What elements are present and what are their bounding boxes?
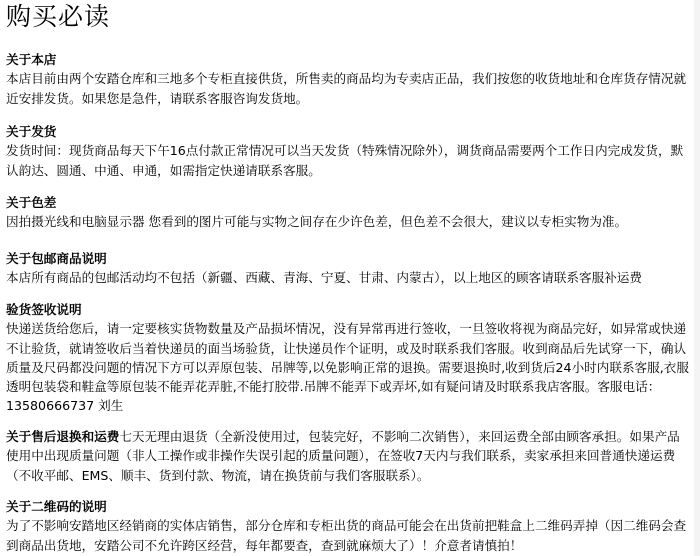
section-shipping	[6, 122, 692, 180]
section-heading: 关于售后退换和运费	[6, 429, 120, 444]
section-text: 发货时间：现货商品每天下午16点付款正常情况可以当天发货（特殊情况除外），调货商品需要两个工作日内完成发货，默认韵达、圆通、中通、申通，如需指定快递请联系客服。	[6, 143, 684, 178]
section-text: 因拍摄光线和电脑显示器 您看到的图片可能与实物之间存在少许色差，但色差不会很大，建议以专柜实物为准。	[6, 214, 628, 230]
page-title: 购买必读	[6, 2, 111, 31]
section-text: 快递送货给您后，请一定要核实货物数量及产品损坏情况，没有异常再进行签收，一旦签收将视为商品完好，如异常或快递不让验货，就请签收后当着快递员的面当场验货，让快递员作个证明，或及时联系我们客服。收到商品后先试穿一下，确认质量及尺码都没问题的情况下方可以弄原包装、吊牌等,以免影响正常的退换。需要退换时,收到货后24小时内联系客服,衣服透明包装袋和鞋盒等原包装不能弄花弄脏,不能打胶带.吊牌不能弄下或弄坏,如有疑问请及时联系我店客服。客服电话：13580666737 刘生	[6, 321, 689, 414]
section-heading: 关于二维码的说明	[6, 499, 107, 514]
section-free-shipping	[6, 249, 692, 288]
section-heading: 关于发货	[6, 124, 57, 139]
section-qr-code	[6, 497, 692, 555]
section-text: 本店所有商品的包邮活动均不包括（新疆、西藏、青海、宁夏、甘肃、内蒙古），以上地区的顾客请联系客服补运费	[6, 270, 642, 286]
section-about-store	[6, 50, 692, 108]
scrollbar[interactable]	[694, 0, 700, 556]
section-heading: 关于本店	[6, 52, 57, 67]
section-heading: 关于包邮商品说明	[6, 251, 107, 266]
section-text: 为了不影响安踏地区经销商的实体店销售，部分仓库和专柜出货的商品可能会在出货前把鞋盒上二维码弄掉（因二维码会查到商品出货地，安踏公司不允许跨区经营，每年都要查，查到就麻烦大了）！介意者请慎拍！	[6, 518, 687, 553]
section-text: 七天无理由退货（全新没使用过，包装完好，不影响二次销售），来回运费全部由顾客承担。如果产品使用中出现质量问题（非人工操作或非操作失误引起的质量问题），在签收7天内与我们联系，卖家承担来回普通快递运费（不收平邮、EMS、顺丰、货到付款、物流，请在换货前与我们客服联系）。	[6, 429, 680, 483]
section-returns	[6, 427, 692, 485]
section-heading: 验货签收说明	[6, 302, 82, 317]
section-text: 本店目前由两个安踏仓库和三地多个专柜直接供货，所售卖的商品均为专卖店正品，我们按您的收货地址和仓库货存情况就近安排发货。如果您是急件，请联系客服咨询发货地。	[6, 71, 687, 106]
section-color-difference	[6, 193, 692, 232]
section-inspection	[6, 300, 692, 416]
section-heading: 关于色差	[6, 195, 57, 210]
